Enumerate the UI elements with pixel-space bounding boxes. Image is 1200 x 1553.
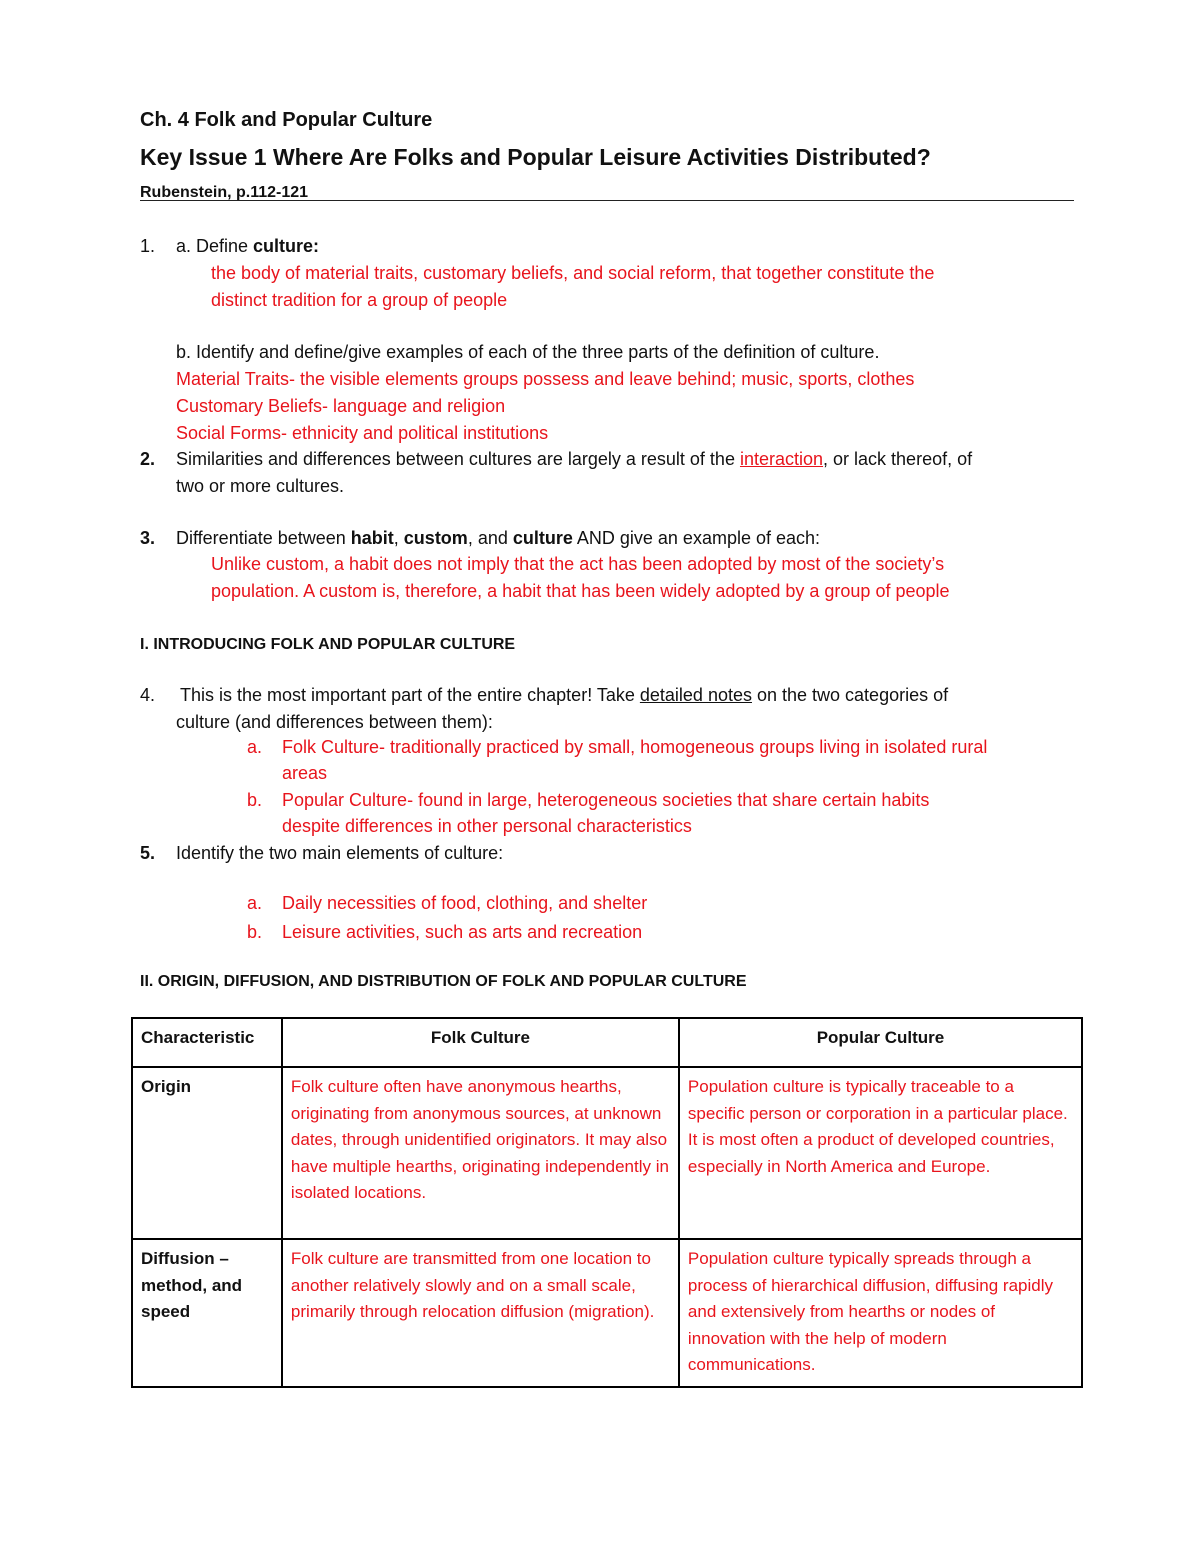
q4-underlined: detailed notes	[639, 685, 752, 705]
table-header-row	[132, 1018, 1082, 1067]
cell-popular-origin: Population culture is typically traceable to a specific person or corporation in a particular place. It is most often a product of developed countries, especially in North America and Europe.	[679, 1067, 1082, 1239]
q2-number: 2.	[140, 449, 156, 469]
chapter-title: Ch. 4 Folk and Popular Culture	[140, 109, 433, 131]
table-row	[132, 1067, 1082, 1239]
q4-line2: culture (and differences between them):	[176, 712, 493, 732]
cell-folk-origin: Folk culture often have anonymous hearths, originating from anonymous sources, at unknown dates, through unidentified originators. It may also have multiple hearths, originating independently in isolated locations.	[282, 1067, 679, 1239]
q2-text	[176, 449, 972, 470]
q1b-answer-material: Material Traits- the visible elements groups possess and leave behind; music, sports, clothes	[176, 369, 915, 389]
q4a-line1: Folk Culture- traditionally practiced by small, homogeneous groups living in isolated rural	[282, 737, 988, 757]
q5b-label: b.	[247, 922, 263, 942]
section-heading-1: I. INTRODUCING FOLK AND POPULAR CULTURE	[140, 636, 516, 653]
q5-number: 5.	[140, 843, 156, 863]
q4a-line2: areas	[282, 763, 328, 783]
q1a-prefix: a. Define	[176, 236, 254, 256]
q4-prompt	[180, 685, 948, 706]
q1a-answer-line1: the body of material traits, customary beliefs, and social reform, that together constitute the	[211, 263, 935, 283]
q1b-prompt: b. Identify and define/give examples of each of the three parts of the definition of culture.	[176, 342, 880, 362]
table-row	[132, 1239, 1082, 1387]
q4b-label: b.	[247, 790, 263, 810]
q3-p3: , and	[467, 528, 513, 548]
q3-p4: AND give an example of each:	[572, 528, 821, 548]
q4-before: This is the most important part of the entire chapter! Take	[180, 685, 640, 705]
q3-term-custom: custom	[403, 528, 468, 548]
q3-answer-line1: Unlike custom, a habit does not imply that the act has been adopted by most of the society’s	[211, 554, 945, 574]
header-folk-culture: Folk Culture	[282, 1018, 679, 1067]
q5a-label: a.	[247, 893, 263, 913]
header-rule	[140, 200, 1074, 201]
q4-number: 4.	[140, 685, 156, 705]
cell-folk-diffusion: Folk culture are transmitted from one location to another relatively slowly and on a small scale, primarily through relocation diffusion (migration).	[282, 1239, 679, 1387]
source-citation: Rubenstein, p.112-121	[140, 184, 309, 201]
q1a-term: culture:	[253, 236, 320, 256]
q2-after: , or lack thereof, of	[823, 449, 973, 469]
q1-number: 1.	[140, 236, 156, 256]
row-label-origin: Origin	[132, 1067, 282, 1239]
q2-before: Similarities and differences between cultures are largely a result of the	[176, 449, 740, 469]
q1b-answer-beliefs: Customary Beliefs- language and religion	[176, 396, 506, 416]
q3-prompt	[176, 528, 820, 549]
q2-line2: two or more cultures.	[176, 476, 345, 496]
q1a-prompt	[176, 236, 319, 257]
q3-term-culture: culture	[512, 528, 573, 548]
q3-p1: Differentiate between	[176, 528, 351, 548]
q1b-answer-forms: Social Forms- ethnicity and political institutions	[176, 423, 549, 443]
comparison-table	[131, 1017, 1083, 1388]
q4b-line2: despite differences in other personal characteristics	[282, 816, 692, 836]
cell-popular-diffusion: Population culture typically spreads through a process of hierarchical diffusion, diffusing rapidly and extensively from hearths or nodes of innovation with the help of modern communications.	[679, 1239, 1082, 1387]
q5a-text: Daily necessities of food, clothing, and shelter	[282, 893, 648, 913]
q1a-answer-line2: distinct tradition for a group of people	[211, 290, 508, 310]
key-issue-title: Key Issue 1 Where Are Folks and Popular Leisure Activities Distributed?	[140, 144, 931, 170]
q4-after: on the two categories of	[751, 685, 949, 705]
q3-number: 3.	[140, 528, 156, 548]
q4a-label: a.	[247, 737, 263, 757]
section-heading-2: II. ORIGIN, DIFFUSION, AND DISTRIBUTION OF FOLK AND POPULAR CULTURE	[140, 973, 747, 990]
q5b-text: Leisure activities, such as arts and recreation	[282, 922, 643, 942]
q4b-line1: Popular Culture- found in large, heterogeneous societies that share certain habits	[282, 790, 930, 810]
row-label-diffusion: Diffusion – method, and speed	[132, 1239, 282, 1387]
q3-answer-line2: population. A custom is, therefore, a habit that has been widely adopted by a group of people	[211, 581, 950, 601]
header-popular-culture: Popular Culture	[679, 1018, 1082, 1067]
q2-blank-answer: interaction	[739, 449, 824, 469]
q3-p2: ,	[393, 528, 404, 548]
q3-term-habit: habit	[350, 528, 394, 548]
q5-prompt: Identify the two main elements of culture:	[176, 843, 504, 863]
header-characteristic: Characteristic	[132, 1018, 282, 1067]
